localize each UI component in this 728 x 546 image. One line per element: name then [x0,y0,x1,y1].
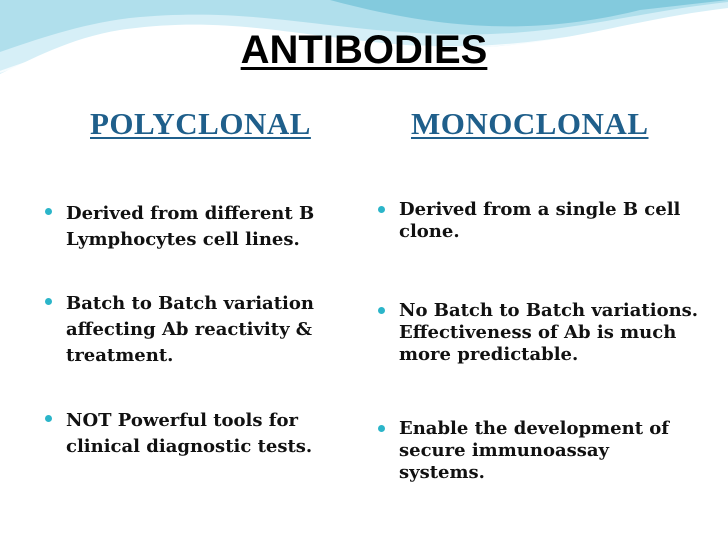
bullet-text: Batch to Batch variation affecting Ab reactivity & treatment. [66,293,314,366]
bullet-icon [378,425,385,432]
list-item [399,418,699,484]
bullet-text: Derived from a single B cell clone. [399,199,681,242]
slide-title: ANTIBODIES [240,28,488,72]
bullet-text: NOT Powerful tools for clinical diagnostic tests. [66,410,313,457]
monoclonal-heading: MONOCLONAL [411,106,649,141]
bullet-text: Derived from different B Lymphocytes cell lines. [66,203,315,250]
bullet-text: No Batch to Batch variations. Effectiveness of Ab is much more predictable. [399,300,699,365]
bullet-text: Enable the development of secure immunoassay systems. [399,418,670,483]
list-item [399,199,699,243]
bullet-icon [378,307,385,314]
polyclonal-heading: POLYCLONAL [90,106,311,141]
list-item [399,300,699,366]
bullet-icon [378,206,385,213]
